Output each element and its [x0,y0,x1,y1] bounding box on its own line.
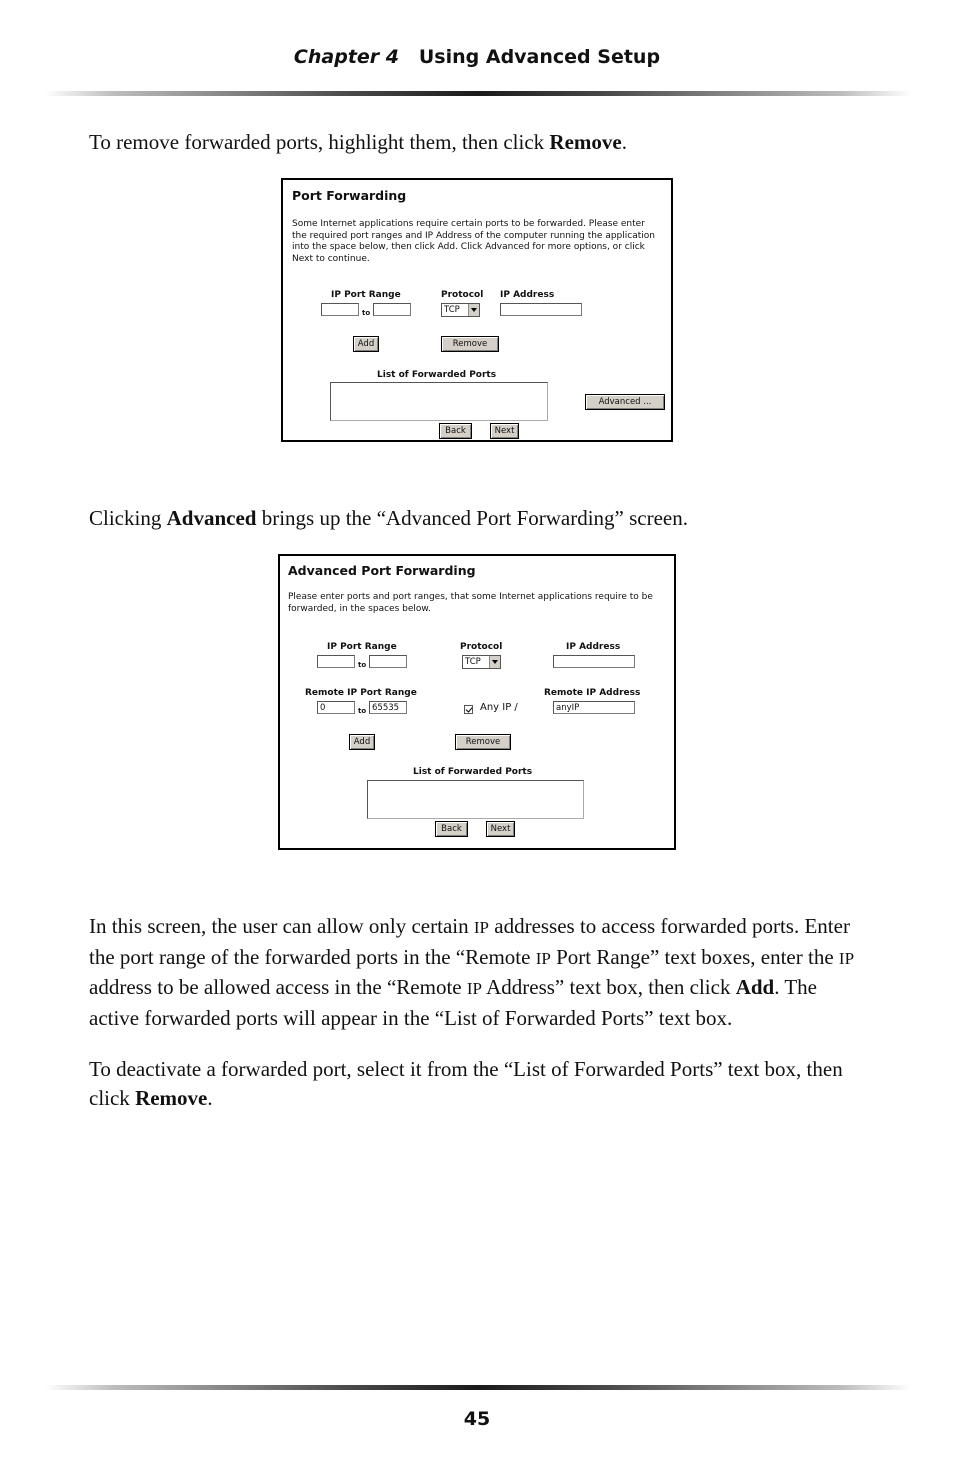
running-header [0,46,954,68]
protocol-select[interactable] [441,303,480,317]
ip-port-range-label: IP Port Range [331,290,401,300]
remove-bold: Remove [135,1085,208,1110]
dialog-title: Port Forwarding [292,188,407,203]
any-ip-label: Any IP / [480,702,518,713]
add-button[interactable]: Add [353,336,379,352]
add-bold: Add [735,975,775,1000]
section-title: Using Advanced Setup [418,46,661,68]
intro-paragraph [89,128,869,157]
text-segment: To deactivate a forwarded port, select it from the “List of Forwarded Ports” text box, then click [89,1057,843,1110]
to-label: to [362,309,371,317]
protocol-label: Protocol [441,290,484,300]
ip-address-label: IP Address [500,290,555,300]
back-button[interactable]: Back [439,423,472,439]
ip-abbrev: IP [473,918,489,937]
list-label: List of Forwarded Ports [413,767,533,777]
any-ip-checkbox[interactable] [464,705,473,714]
to-label: to [358,661,367,669]
intro-bold: Remove [549,130,622,154]
ip-abbrev: IP [535,948,551,968]
dialog-description: Some Internet applications require certain ports to be forwarded. Please enter the required port ranges and IP Address of the computer running the application into the space below, then click Add. Click Advanced for more options, or click Next to continue. [292,219,655,264]
protocol-value: TCP [465,657,481,667]
text-segment: address to be allowed access in the “Remote [89,975,467,1000]
ip-abbrev: IP [838,948,855,968]
middle-end: brings up the “Advanced Port Forwarding” screen. [256,506,688,530]
header-rule [45,91,911,96]
ip-address-label: IP Address [566,642,621,652]
remote-port-range-label: Remote IP Port Range [305,688,417,698]
to-label-remote: to [358,707,367,715]
chevron-down-icon [489,656,500,668]
remote-ip-label: Remote IP Address [544,688,641,698]
intro-end: . [621,130,627,154]
remote-ip-input[interactable]: anyIP [553,701,635,714]
ip-abbrev: IP [466,979,482,999]
text-segment: addresses to access forwarded ports. Enter the port range of the forwarded ports in the “Remote [89,914,850,969]
next-button[interactable]: Next [490,423,519,439]
port-from-input[interactable] [321,303,359,316]
deactivate-paragraph [89,1055,864,1112]
text-segment: Port Range” text boxes, enter the [550,944,839,969]
page-number: 45 [463,1408,491,1430]
chapter-label: Chapter 4 [293,46,399,68]
explanation-paragraph [89,912,864,1032]
intro-text: To remove forwarded ports, highlight them, then click [89,130,550,154]
port-from-input[interactable] [317,655,355,668]
list-label: List of Forwarded Ports [377,370,497,380]
footer-rule [45,1385,911,1390]
next-button[interactable]: Next [486,821,515,837]
port-to-input[interactable] [369,655,407,668]
protocol-label: Protocol [460,642,503,652]
forwarded-ports-list[interactable] [367,780,584,819]
advanced-button[interactable]: Advanced ... [585,394,665,410]
forwarded-ports-list[interactable] [330,382,548,421]
text-segment: In this screen, the user can allow only certain [89,914,474,938]
dialog-title: Advanced Port Forwarding [288,563,476,578]
protocol-value: TCP [444,305,460,315]
ip-address-input[interactable] [553,655,635,668]
remote-port-to-input[interactable]: 65535 [369,701,407,714]
add-button[interactable]: Add [349,734,375,750]
ip-address-input[interactable] [500,303,582,316]
text-segment: . [207,1085,213,1110]
back-button[interactable]: Back [435,821,468,837]
text-segment: . The active forwarded ports will appear in the “List of Forwarded Ports” text box. [89,975,818,1030]
ip-port-range-label: IP Port Range [327,642,397,652]
advanced-paragraph [89,504,869,533]
protocol-select[interactable] [462,655,501,669]
advanced-port-forwarding-dialog [278,554,676,850]
port-forwarding-dialog [281,178,673,442]
remove-button[interactable]: Remove [441,336,499,352]
text-segment: Address” text box, then click [482,975,736,1000]
chevron-down-icon [468,304,479,316]
remove-button[interactable]: Remove [455,734,511,750]
remote-port-from-input[interactable]: 0 [317,701,355,714]
middle-bold: Advanced [166,506,257,530]
middle-text: Clicking [89,506,167,530]
dialog-description: Please enter ports and port ranges, that some Internet applications require to be forwarded, in the spaces below. [288,592,653,614]
port-to-input[interactable] [373,303,411,316]
